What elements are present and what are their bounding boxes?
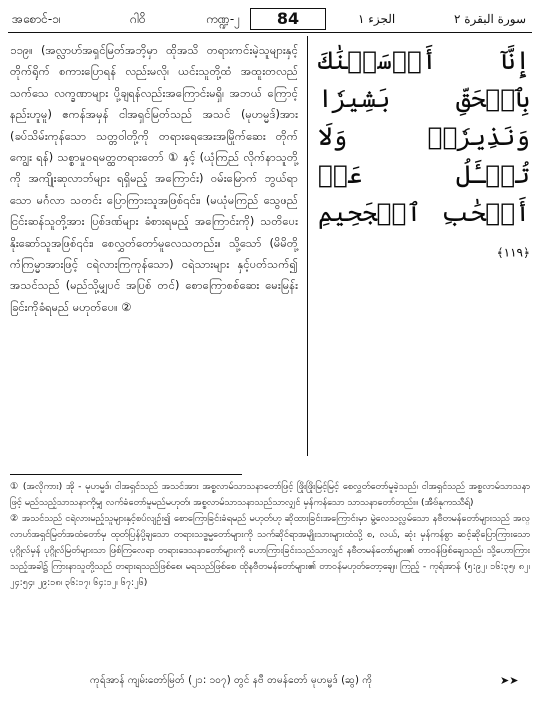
footnote-1: ① (အလိုကား) အို - မုဟမ္မဒ်၊ ငါအရှင်သည် အသင်အား အစ္စလာမ်သာသနာတော်ဖြင့် ဖြိုးဖြိုးမြင့်မြင့် စေလွှတ်တော်မူခဲ့သည်၊ ငါအရှင်သည် အစ္စလာမ်သာသနာဖြင့် မည်သည့်သာသနာကိုမျှ လက်ခံတော်မူမည်မဟုတ်၊ အစ္စလာမ်သာသနာသည်သာလျှင် မှန်ကန်သော သာသနာတော်တည်း။ (အီဗ်နုကဿီရ်) <box>10 481 530 508</box>
verse-end-marker: ﴿١١٩﴾ <box>496 245 530 260</box>
arabic-verse <box>318 42 530 272</box>
footnote-rule <box>10 474 242 475</box>
verse-text: إِنَّآ أَرۡسَلۡنَٰكَ بِٱلۡحَقِّ بَشِيرٗا وَنَذِيرٗاۖ وَلَا تُسۡـَٔلُ عَنۡ أَصۡحَٰبِ ٱلۡجَحِيمِ <box>318 46 530 227</box>
volume-label: အစောင်-၁၊ <box>12 12 61 26</box>
commentary-column <box>10 40 298 318</box>
surah-label-my: ဂါဝိ <box>130 12 146 26</box>
juz-label-my: ကဏ္ဍ-၂ <box>206 12 241 26</box>
juz-label-ar: الجزء ١ <box>358 12 396 26</box>
column-divider <box>307 36 308 456</box>
footnote-2: ② အသင်သည် ငရဲလားမည့်သူများနှင့်စပ်လျဉ်း၍ စောကြောခြင်းခံရမည် မဟုတ်ဟု ဆိုထားခြင်းအကြောင်းမှာ မွဲ့လေသလ္လမ်သော နဗီတမန်တော်များသည် အလ္လာဟ်အရှင်မြတ်အထံတော်မှ ထုတ်ပြန်ပို့ချသော တရားသဒ္ဓမ္မတော်များကို သက်ဆိုင်ရာအမျိုးသားများထံသို့ စ, လယ်, ဆုံး မှန်ကန်စွာ ဆင့်ဆိုပြောကြားသော ပုဂ္ဂိုလ်မှန် ပုဂ္ဂိုလ်မြတ်များသာ ဖြစ်ကြလေရာ တရားဒေသနာတော်များကို ဟောကြားခြင်းသည်သာလျှင် နဗီတမန်တော်များ၏ တာဝန်ဖြစ်ချေသည်၊ သို့ဟောကြားသည့်အခါ၌ ကြားနာသူတို့သည် တရားရသည်ဖြစ်စေ၊ မရသည်ဖြစ်စေ ထိုနဗီတမန်တော်များ၏ တာဝန်မဟုတ်တော့ချေ။ ကြည့် - ကုရ်အာန် (၅:၉၂၊ ၁၆:၃၅၊ ၈၂၊ ၂၄:၅၄၊ ၂၉:၁၈၊ ၃၆:၁၇၊ ၆၄:၁၂၊ ၆၇:၂၆) <box>10 513 530 588</box>
page-header <box>8 6 532 32</box>
footnote-continuation: ကုရ်အာန် ကျမ်းတော်မြတ် (၂၁: ၁၀၇) တွင် နဗီ တမန်တော် မုဟမ္မဒ် (ဆွ) ကို <box>90 675 373 686</box>
continue-arrows-icon: ➤➤ <box>500 674 519 687</box>
footnotes <box>10 479 530 591</box>
header-rule <box>8 32 532 33</box>
commentary-text: ၁၁၉။ (အလ္လာဟ်အရှင်မြတ်အဘိ့မှာ ထိုအသိ တရားကင်းမဲ့သူများနှင့် တိုက်ရိုက် စကားပြောရန် လည်းမလို၊ ယင်းသူတို့ထံ အထူးတလည် သက်သေ လက္ခဏာများ ပို့ချရန်လည်းအကြောင်းမရှိ၊ အဘယ် ကြောင့်နည်းဟူမူ) ဧကန်အမှန် ငါအရှင်မြတ်သည် အသင် (မုဟမ္မဒ်)အား (ခပ်သိမ်းကုန်သော သတ္တဝါတို့ကို တရားရေအေးအမြိုက်ဆေး တိုက်ကျွေး ရန်) သစ္စာမှုဝရမတ္ထတရားတော် ① နှင့် (ယုံကြည် လိုက်နာသူတို့ကို အကျိုးဆုလာဘ်များ ရရှိမည့် အကြောင်း) ဝမ်းမြောက် ဘွယ်ရာသော မင်္ဂလာ သတင်း ပြောကြားသူအဖြစ်၎င်း၊ (မယုံမကြည် သွေဖည်ငြင်းဆန်သူတို့အား ပြစ်ဒဏ်များ ခံစားရမည့် အကြောင်းကို) သတိပေး နိုးဆော်သူအဖြစ်၎င်း၊ စေလွှတ်တော်မူလေသတည်း။ သို့သော် (မိမိတို့ ကံကြမ္မာအားဖြင့် ငရဲလားကြကုန်သော) ငရဲသားများ နှင့်ပတ်သက်၍ အသင်သည် (မည်သို့မျှပင် အပြစ် တင်) စောကြောစစ်ဆေး မေးမြန်းခြင်းကိုခံရမည် မဟုတ်ပေ။ ② <box>10 43 298 314</box>
page-number: 84 <box>250 8 326 30</box>
surah-name-ar: سورة البقرة ٢ <box>453 12 526 26</box>
